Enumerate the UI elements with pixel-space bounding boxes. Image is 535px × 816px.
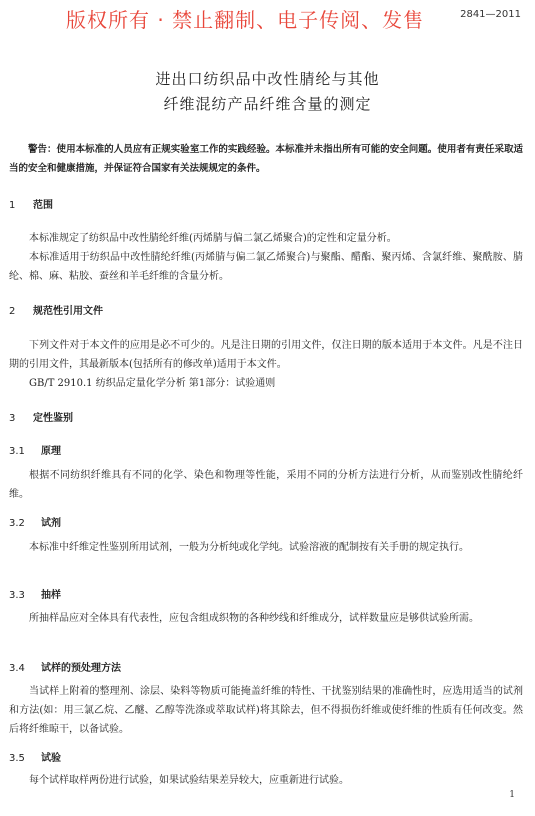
section-number: 2	[9, 306, 16, 317]
subsection-number: 3.4	[9, 663, 25, 674]
subsection-title: 试验	[41, 753, 61, 764]
document-title-line1: 进出口纺织品中改性腈纶与其他	[155, 70, 380, 88]
subsection-3-2-heading	[9, 514, 61, 529]
warning-paragraph: 警告：使用本标准的人员应有正规实验室工作的实践经验。本标准并未指出所有可能的安全问题。使用者有责任采取适当的安全和健康措施，并保证符合国家有关法规规定的条件。	[9, 144, 523, 174]
normative-references-paragraph: 下列文件对于本文件的应用是必不可少的。凡是注日期的引用文件，仅注日期的版本适用于本文件。凡是不注日期的引用文件，其最新版本(包括所有的修改单)适用于本文件。	[9, 340, 523, 370]
subsection-3-5-heading	[9, 749, 61, 764]
subsection-3-3-heading	[9, 586, 61, 601]
subsection-3-4-heading	[9, 659, 121, 674]
section-title: 定性鉴别	[33, 413, 73, 424]
subsection-number: 3.1	[9, 446, 25, 457]
scope-paragraph-2: 本标准适用于纺织品中改性腈纶纤维(丙烯腈与偏二氯乙烯聚合)与聚酯、醋酯、聚丙烯、含氯纤维、聚酰胺、腈纶、棉、麻、粘胶、蚕丝和羊毛纤维的含量分析。	[9, 252, 523, 282]
test-paragraph: 每个试样取样两份进行试验，如果试验结果差异较大，应重新进行试验。	[29, 775, 349, 786]
standard-number: 2841—2011	[460, 9, 521, 20]
section-3-heading	[9, 409, 73, 424]
subsection-number: 3.5	[9, 753, 25, 764]
sampling-paragraph: 所抽样品应对全体具有代表性，应包含组成织物的各种纱线和纤维成分，试样数量应是够供试验所需。	[29, 613, 479, 624]
scope-paragraph-1: 本标准规定了纺织品中改性腈纶纤维(丙烯腈与偏二氯乙烯聚合)的定性和定量分析。	[29, 233, 397, 244]
copyright-watermark: 版权所有 · 禁止翻制、电子传阅、发售	[66, 8, 425, 32]
subsection-title: 原理	[41, 446, 61, 457]
section-number: 3	[9, 413, 16, 424]
section-1-heading	[9, 196, 53, 211]
subsection-number: 3.3	[9, 590, 25, 601]
reagents-paragraph: 本标准中纤维定性鉴别所用试剂，一般为分析纯或化学纯。试验溶液的配制按有关手册的规定执行。	[29, 542, 469, 553]
section-title: 范围	[33, 200, 53, 211]
document-title-line2: 纤维混纺产品纤维含量的测定	[163, 95, 372, 113]
pretreatment-paragraph: 当试样上附着的整理剂、涂层、染料等物质可能掩盖纤维的特性、干扰鉴别结果的准确性时，应选用适当的试剂和方法(如：用三氯乙烷、乙醚、乙醇等洗涤或萃取试样)将其除去，但不得损伤纤维或使纤维的性质有任何改变。然后将纤维晾干，以备试验。	[9, 686, 523, 735]
subsection-3-1-heading	[9, 442, 61, 457]
section-title: 规范性引用文件	[33, 306, 103, 317]
section-2-heading	[9, 302, 103, 317]
principle-paragraph: 根据不同纺织纤维具有不同的化学、染色和物理等性能，采用不同的分析方法进行分析，从而鉴别改性腈纶纤维。	[9, 470, 523, 500]
reference-gb-t-2910-1: GB/T 2910.1 纺织品定量化学分析 第1部分：试验通则	[29, 378, 276, 389]
page-number: 1	[509, 790, 515, 800]
subsection-title: 试样的预处理方法	[41, 663, 121, 674]
section-number: 1	[9, 200, 16, 211]
subsection-title: 试剂	[41, 518, 61, 529]
subsection-number: 3.2	[9, 518, 25, 529]
subsection-title: 抽样	[41, 590, 61, 601]
